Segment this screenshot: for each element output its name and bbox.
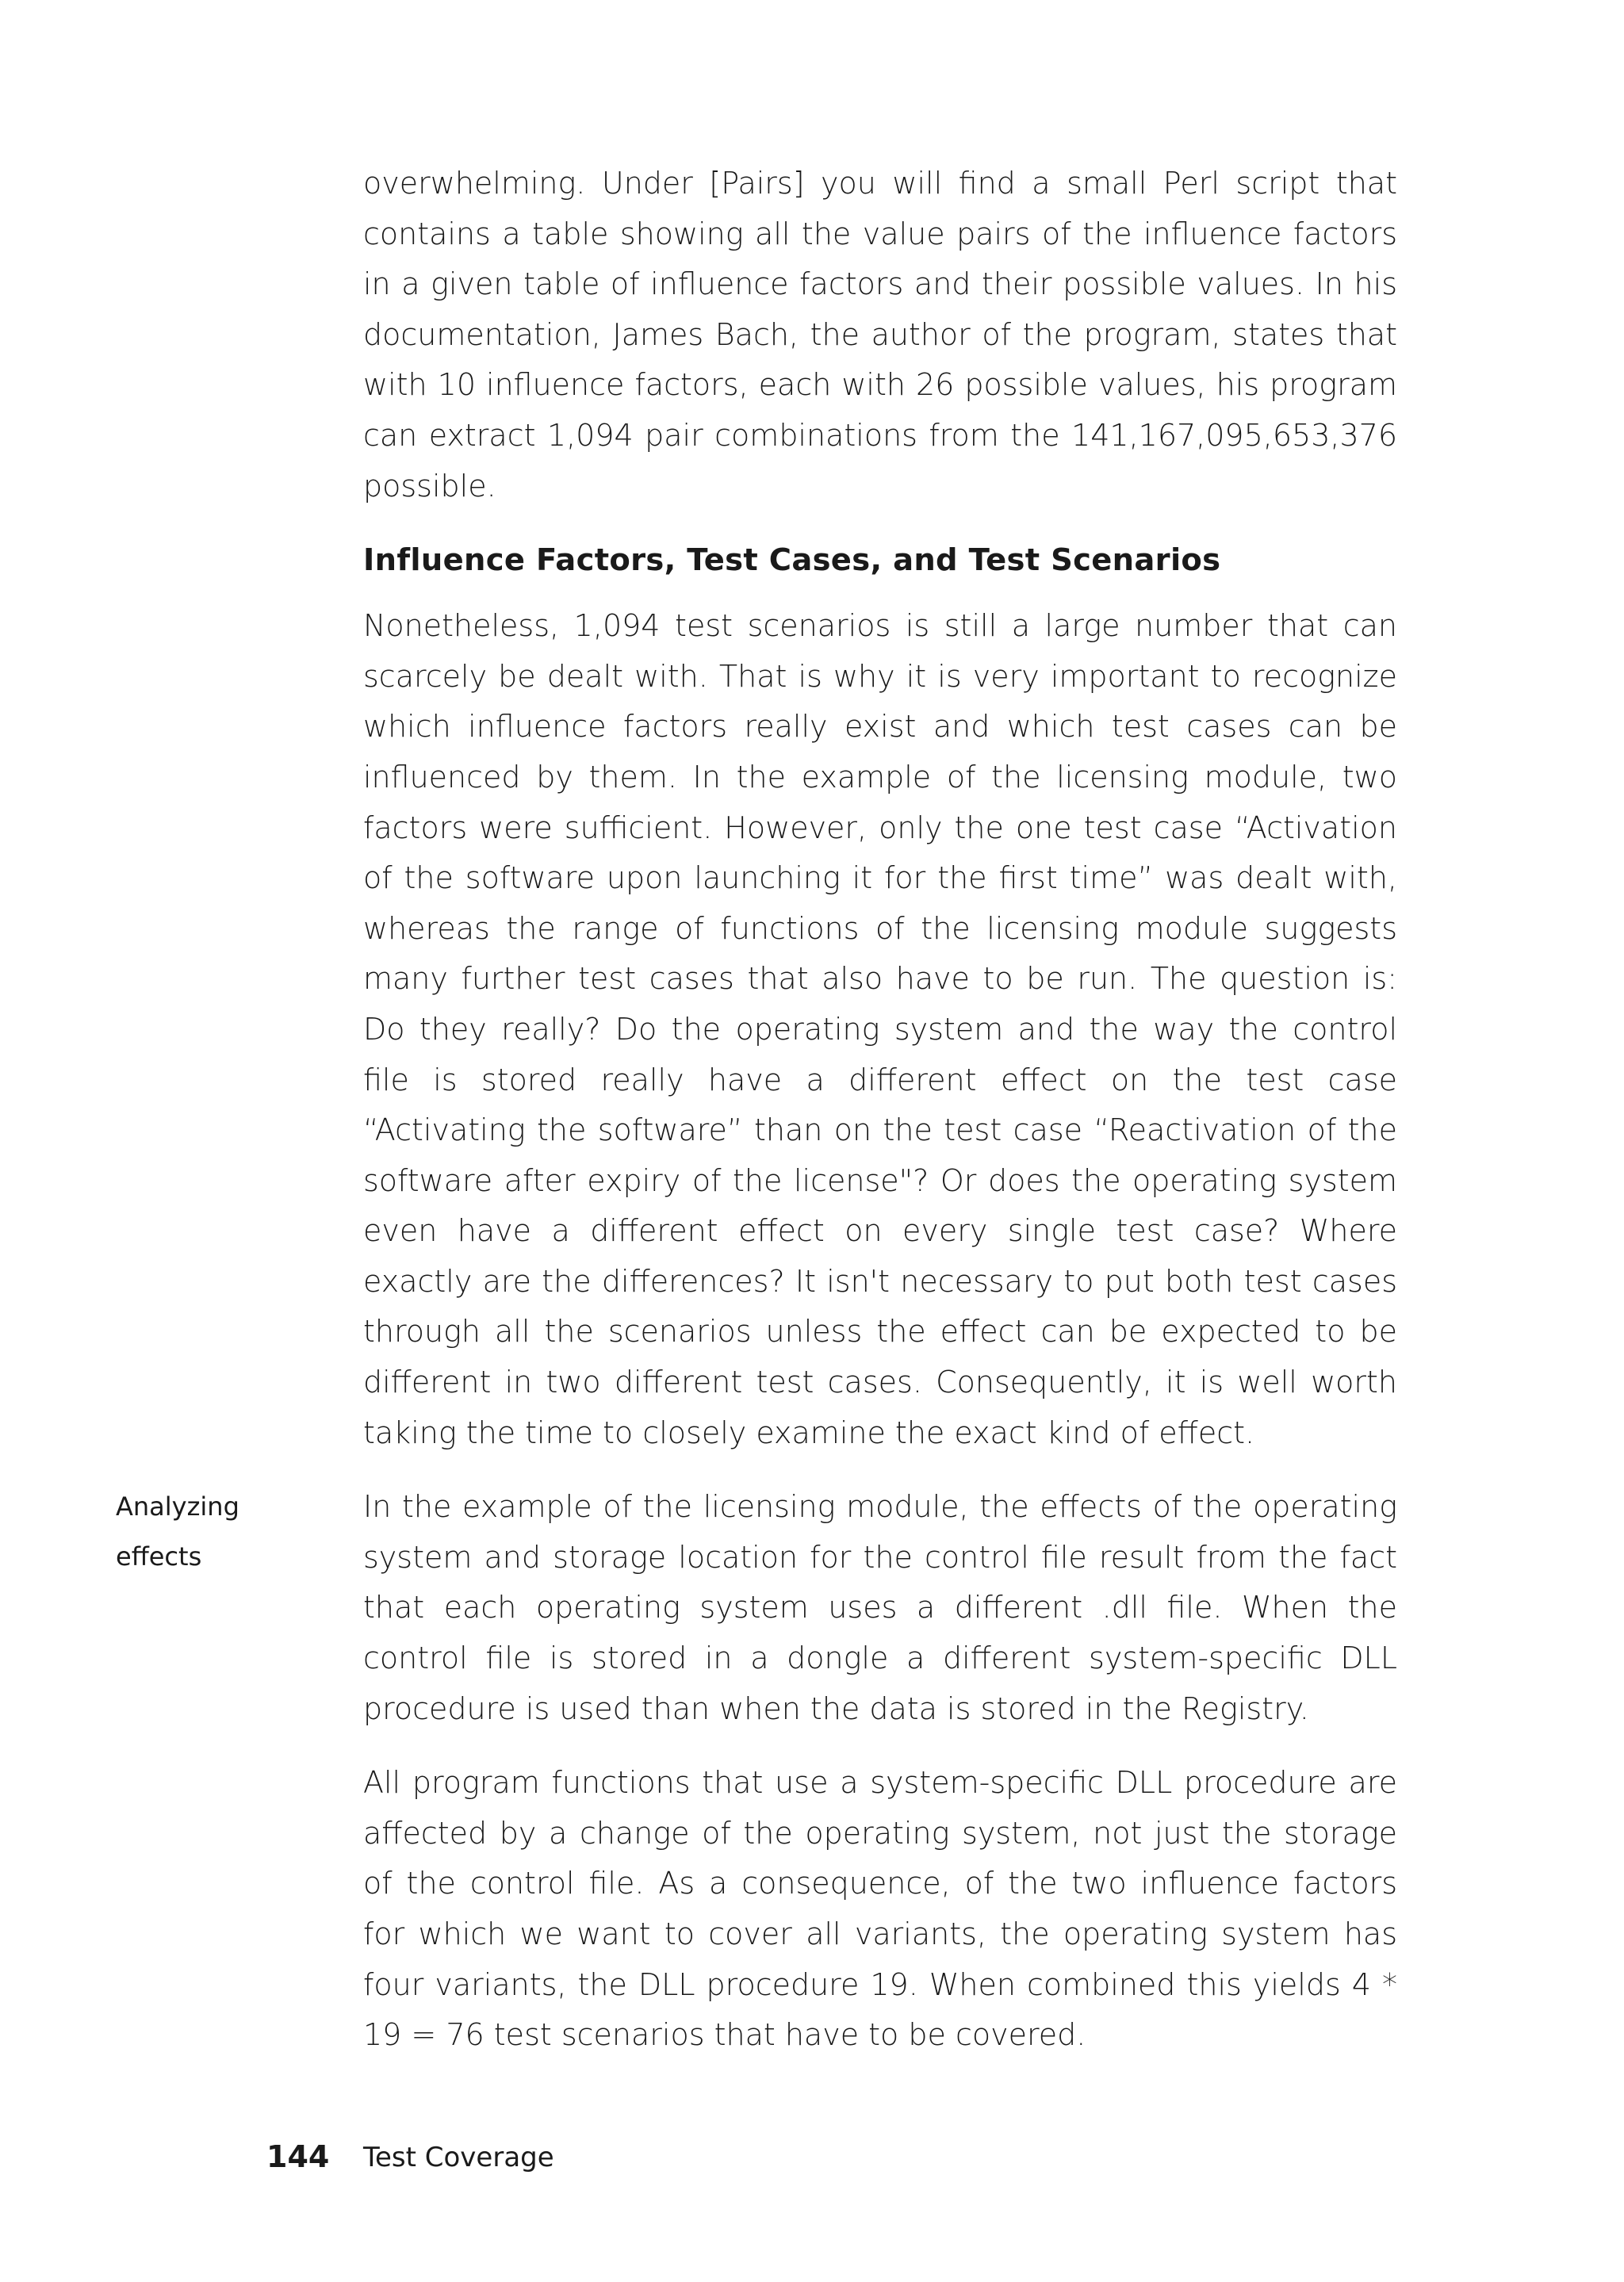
paragraph-pairs-intro: overwhelming. Under [Pairs] you will find a small Perl script that contains a table showing all the value pairs of the influence factors in a given table of influence factors and their possible values. In his documentation, James Bach, the author of the program, states that with 10 influence factors, each with 26 possible values, his program can extract 1,094 pair combinations from the 141,167,095,653,376 possible.: [363, 166, 1397, 503]
paragraph-dll-procedures: All program functions that use a system-specific DLL procedure are affected by a change of the operating system, not just the storage of the control file. As a consequence, of the two influence factors for which we want to cover all variants, the operating system has four variants, the DLL procedure 19. When combined this yields 4 * 19 = 76 test scenarios that have to be covered.: [363, 1765, 1397, 2053]
analyzing-effects-block: [363, 1482, 1397, 2061]
page-number: 144: [266, 2139, 330, 2174]
paragraph-analyzing-effects: In the example of the licensing module, the effects of the operating system and storage location for the control file result from the fact that each operating system uses a different .dll file. When the control file is stored in a dongle a different system-specific DLL procedure is used than when the data is stored in the Registry.: [363, 1489, 1397, 1726]
running-footer-title: Test Coverage: [363, 2142, 554, 2173]
margin-note-analyzing-effects: Analyzing effects: [116, 1491, 239, 1572]
section-heading: Influence Factors, Test Cases, and Test Scenarios: [363, 542, 1221, 579]
main-text-column: [363, 159, 1397, 2061]
paragraph-test-scenarios: Nonetheless, 1,094 test scenarios is still a large number that can scarcely be dealt with. That is why it is very important to recognize which influence factors really exist and which test cases can be influenced by them. In the example of the licensing module, two factors were sufficient. However, only the one test case “Activation of the software upon launching it for the first time” was dealt with, whereas the range of functions of the licensing module suggests many further test cases that also have to be run. The question is: Do they really? Do the operating system and the way the control file is stored really have a different effect on the test case “Activating the software” than on the test case “Reactivation of the software after expiry of the license"? Or does the operating system even have a different effect on every single test case? Where exactly are the differences? It isn't necessary to put both test cases through all the scenarios unless the effect can be expected to be different in two different test cases. Consequently, it is well worth taking the time to closely examine the exact kind of effect.: [363, 608, 1397, 1450]
